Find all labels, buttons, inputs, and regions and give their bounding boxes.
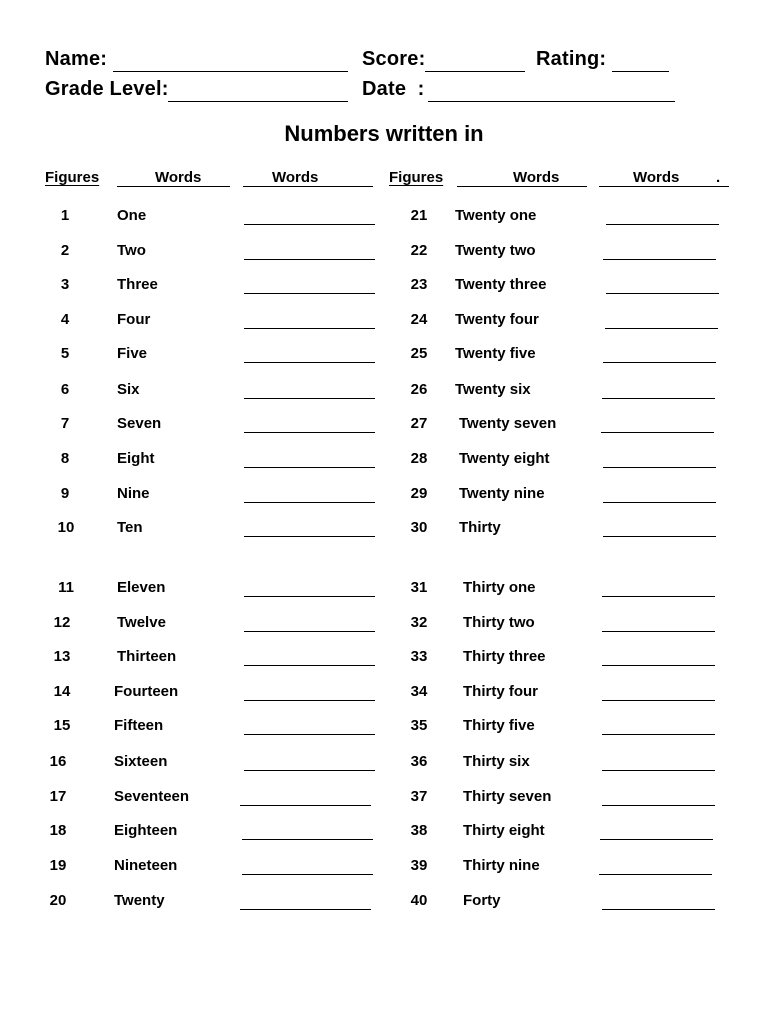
name-label: Name: — [45, 48, 108, 70]
number-word: Fourteen — [114, 683, 179, 700]
figure-number: 37 — [410, 788, 428, 805]
rating-blank[interactable] — [612, 71, 669, 72]
answer-blank[interactable] — [602, 770, 715, 771]
number-word: Thirty four — [463, 683, 538, 700]
number-word: Thirty three — [463, 648, 546, 665]
figure-number: 25 — [410, 345, 428, 362]
figure-number: 31 — [410, 579, 428, 596]
answer-blank[interactable] — [240, 805, 371, 806]
figure-number: 30 — [410, 519, 428, 536]
number-word: Thirty five — [463, 717, 535, 734]
answer-blank[interactable] — [242, 839, 373, 840]
answer-blank[interactable] — [244, 362, 375, 363]
number-word: Eight — [117, 450, 155, 467]
figure-number: 4 — [60, 311, 70, 328]
figure-number: 17 — [49, 788, 67, 805]
number-word: Six — [117, 381, 140, 398]
answer-blank[interactable] — [603, 536, 716, 537]
answer-blank[interactable] — [244, 293, 375, 294]
number-word: Thirty nine — [463, 857, 540, 874]
number-word: Fifteen — [114, 717, 164, 734]
number-word: Thirty two — [463, 614, 535, 631]
figure-number: 22 — [410, 242, 428, 259]
number-word: Twenty six — [455, 381, 531, 398]
number-word: Thirty seven — [463, 788, 552, 805]
answer-blank[interactable] — [244, 596, 375, 597]
figure-number: 19 — [49, 857, 67, 874]
figure-number: 20 — [49, 892, 67, 909]
figure-number: 26 — [410, 381, 428, 398]
answer-blank[interactable] — [602, 631, 715, 632]
col-header-figures-right: Figures — [389, 169, 444, 186]
score-blank[interactable] — [425, 71, 525, 72]
answer-blank[interactable] — [244, 398, 375, 399]
number-word: Twenty eight — [459, 450, 550, 467]
answer-blank[interactable] — [599, 874, 712, 875]
answer-blank[interactable] — [602, 700, 715, 701]
number-word: Twenty two — [455, 242, 536, 259]
answer-blank[interactable] — [605, 328, 718, 329]
number-word: Seventeen — [114, 788, 190, 805]
rating-label: Rating: — [536, 48, 607, 70]
number-word: Thirty one — [463, 579, 536, 596]
number-word: Twelve — [117, 614, 166, 631]
figure-number: 24 — [410, 311, 428, 328]
answer-blank[interactable] — [602, 665, 715, 666]
number-word: Thirty eight — [463, 822, 545, 839]
answer-blank[interactable] — [242, 874, 373, 875]
figure-number: 21 — [410, 207, 428, 224]
figure-number: 13 — [53, 648, 71, 665]
figure-number: 32 — [410, 614, 428, 631]
col-underline-answer-left — [243, 186, 373, 187]
figure-number: 40 — [410, 892, 428, 909]
answer-blank[interactable] — [244, 631, 375, 632]
answer-blank[interactable] — [601, 432, 714, 433]
answer-blank[interactable] — [600, 839, 713, 840]
number-word: Twenty nine — [459, 485, 545, 502]
answer-blank[interactable] — [602, 734, 715, 735]
number-word: Seven — [117, 415, 162, 432]
figure-number: 39 — [410, 857, 428, 874]
number-word: Two — [117, 242, 146, 259]
number-word: Ten — [117, 519, 143, 536]
figure-number: 6 — [60, 381, 70, 398]
answer-blank[interactable] — [606, 293, 719, 294]
number-word: One — [117, 207, 147, 224]
number-word: Thirty six — [463, 753, 530, 770]
number-word: Twenty five — [455, 345, 536, 362]
number-word: Four — [117, 311, 151, 328]
figure-number: 9 — [60, 485, 70, 502]
answer-blank[interactable] — [606, 224, 719, 225]
figure-number: 10 — [57, 519, 75, 536]
answer-blank[interactable] — [244, 432, 375, 433]
number-word: Nineteen — [114, 857, 178, 874]
figure-number: 18 — [49, 822, 67, 839]
number-word: Twenty — [114, 892, 165, 909]
answer-blank[interactable] — [602, 398, 715, 399]
number-word: Sixteen — [114, 753, 168, 770]
figure-number: 27 — [410, 415, 428, 432]
col-underline-words-left — [117, 186, 230, 187]
figure-number: 38 — [410, 822, 428, 839]
col-header-words-right: Words — [513, 169, 560, 186]
figure-number: 11 — [58, 579, 74, 596]
figure-number: 36 — [410, 753, 428, 770]
answer-blank[interactable] — [244, 467, 375, 468]
answer-blank[interactable] — [244, 328, 375, 329]
number-word: Twenty one — [455, 207, 537, 224]
answer-blank[interactable] — [244, 259, 375, 260]
grade-level-label: Grade Level: — [45, 78, 169, 100]
answer-blank[interactable] — [602, 596, 715, 597]
figure-number: 14 — [53, 683, 71, 700]
answer-blank[interactable] — [240, 909, 371, 910]
figure-number: 23 — [410, 276, 428, 293]
grade-level-blank[interactable] — [168, 101, 348, 102]
col-header-answer-right: Words — [633, 169, 680, 186]
col-header-figures-left: Figures — [45, 169, 100, 186]
answer-blank[interactable] — [603, 259, 716, 260]
number-word: Twenty four — [455, 311, 539, 328]
answer-blank[interactable] — [603, 362, 716, 363]
figure-number: 28 — [410, 450, 428, 467]
number-word: Thirteen — [117, 648, 177, 665]
figure-number: 3 — [60, 276, 70, 293]
figure-number: 8 — [60, 450, 70, 467]
col-header-dot: . — [716, 169, 721, 186]
answer-blank[interactable] — [244, 224, 375, 225]
answer-blank[interactable] — [244, 770, 375, 771]
answer-blank[interactable] — [244, 665, 375, 666]
figure-number: 7 — [60, 415, 70, 432]
col-underline-words-right — [457, 186, 587, 187]
figure-number: 12 — [53, 614, 71, 631]
answer-blank[interactable] — [244, 734, 375, 735]
figure-number: 29 — [410, 485, 428, 502]
col-header-words-left: Words — [155, 169, 202, 186]
page-title: Numbers written in — [284, 121, 484, 146]
answer-blank[interactable] — [244, 502, 375, 503]
col-header-answer-left: Words — [272, 169, 319, 186]
figure-number: 1 — [60, 207, 70, 224]
figure-number: 34 — [410, 683, 428, 700]
number-word: Eleven — [117, 579, 166, 596]
score-label: Score: — [362, 48, 426, 70]
answer-blank[interactable] — [602, 909, 715, 910]
figure-number: 5 — [60, 345, 70, 362]
figure-number: 35 — [410, 717, 428, 734]
figure-number: 33 — [410, 648, 428, 665]
answer-blank[interactable] — [244, 536, 375, 537]
figure-number: 2 — [60, 242, 70, 259]
number-word: Twenty seven — [459, 415, 557, 432]
number-word: Nine — [117, 485, 150, 502]
number-word: Three — [117, 276, 158, 293]
answer-blank[interactable] — [602, 805, 715, 806]
figure-number: 16 — [49, 753, 67, 770]
answer-blank[interactable] — [603, 502, 716, 503]
name-blank[interactable] — [113, 71, 348, 72]
number-word: Eighteen — [114, 822, 178, 839]
answer-blank[interactable] — [244, 700, 375, 701]
number-word: Forty — [463, 892, 501, 909]
number-word: Five — [117, 345, 148, 362]
date-blank[interactable] — [428, 101, 675, 102]
answer-blank[interactable] — [603, 467, 716, 468]
col-underline-answer-right — [599, 186, 729, 187]
number-word: Thirty — [459, 519, 501, 536]
date-label: Date : — [362, 78, 425, 100]
number-word: Twenty three — [455, 276, 547, 293]
figure-number: 15 — [53, 717, 71, 734]
